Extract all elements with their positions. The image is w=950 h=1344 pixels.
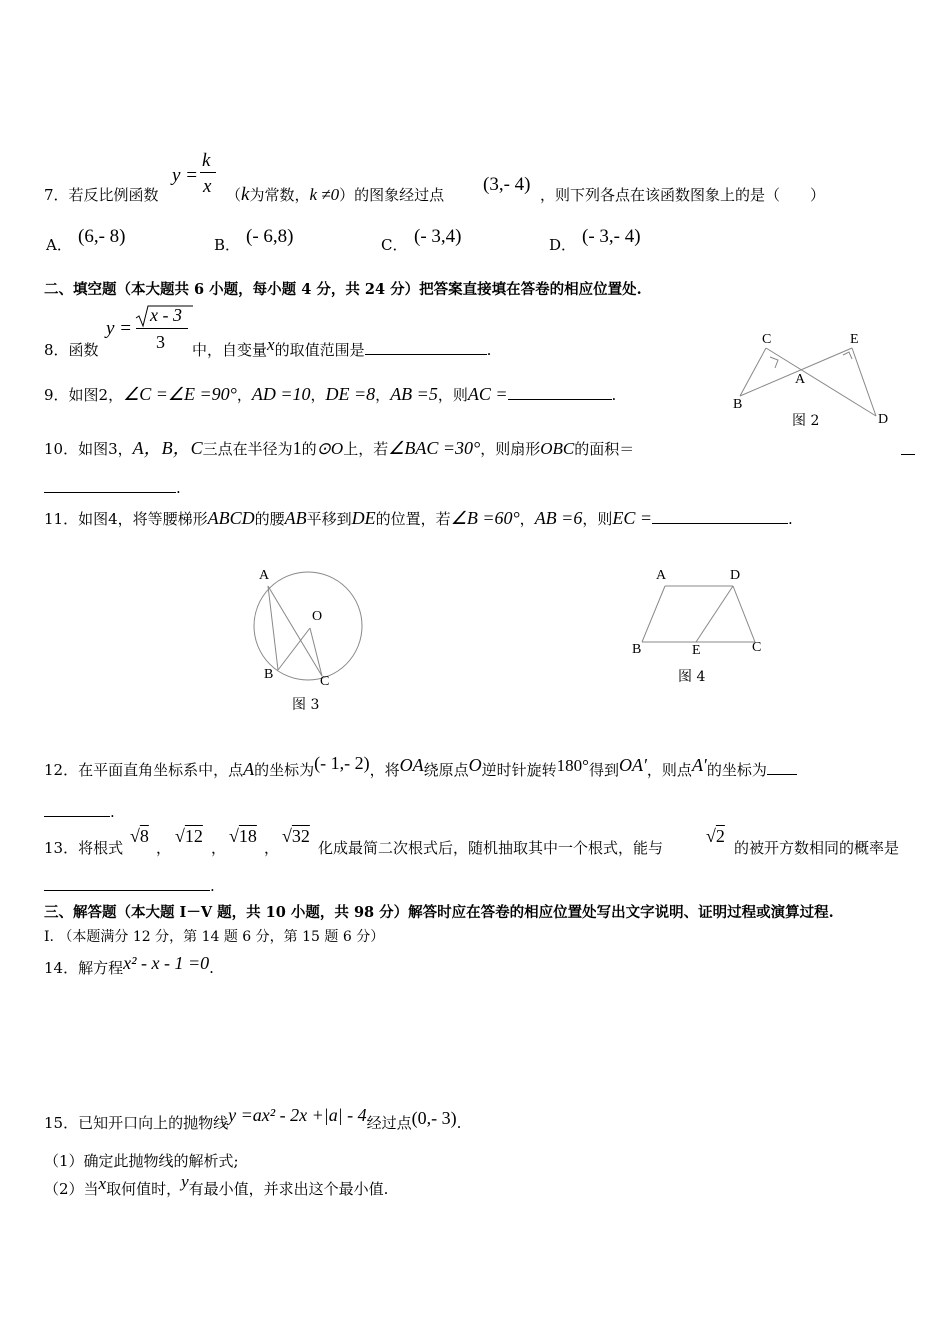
option-label: D．: [549, 236, 577, 254]
q10-circle-o: ⊙O: [316, 439, 344, 458]
q10-end: .: [176, 479, 181, 497]
q12-oa-prime: OA′: [618, 755, 647, 775]
q13-radicand: 32: [291, 826, 310, 846]
q15-sub2-x: x: [98, 1174, 107, 1193]
q10-text-6: 的面积＝: [574, 440, 635, 458]
q9-comma: ，: [310, 386, 326, 404]
q9-comma: ，: [236, 386, 252, 404]
q8-frac-den: 3: [156, 332, 165, 352]
q12-angle: 180°: [556, 756, 589, 775]
q11-answer-blank[interactable]: [652, 522, 788, 524]
q12-point-a: A: [243, 759, 255, 779]
fig4-label-b: B: [632, 642, 642, 657]
q7-text-5: ，则下列各点在该函数图象上的是（ ）: [540, 186, 826, 204]
q8-line-b: [192, 335, 492, 360]
q13-sep-2: ，: [211, 839, 227, 857]
q13-line: [44, 837, 123, 858]
fig2-label-d: D: [878, 412, 889, 427]
q14-equation: x² - x - 1 =0: [123, 953, 210, 973]
q12-text-1: 在平面直角坐标系中，点: [78, 761, 244, 779]
q9-text-2: ，则: [437, 386, 468, 404]
q12-origin: O: [468, 755, 482, 775]
q7-option-d: [549, 234, 576, 255]
q12-number: 12．: [44, 761, 79, 779]
q12-text-2: 的坐标为: [254, 761, 315, 779]
q10-number: 10．: [44, 440, 79, 458]
q8-func-lhs: y =: [106, 318, 133, 339]
q14-end: .: [209, 959, 214, 977]
q14-number: 14．: [44, 959, 79, 977]
q12-line-2: [44, 803, 115, 821]
q11-abcd: ABCD: [207, 508, 255, 528]
q7-k: k: [241, 184, 250, 205]
option-label: A．: [46, 236, 72, 254]
q8-number: 8．: [44, 341, 69, 359]
q12-text-3: ，将: [369, 761, 400, 779]
q12-text-5: 逆时针旋转: [481, 761, 557, 779]
section-2-heading: 二、填空题（本大题共 6 小题，每小题 4 分，共 24 分）把答案直接填在答卷的相应位置处.: [44, 281, 642, 298]
q11-comma: ，: [519, 510, 535, 528]
q15-equation: y =ax² - 2x +|a| - 4: [228, 1105, 367, 1125]
fig3-label-a: A: [259, 568, 270, 583]
figure-4: [638, 580, 768, 650]
q15-number: 15．: [44, 1114, 79, 1132]
fig3-caption: 图 3: [292, 697, 320, 713]
q13-text-3: 的被开方数相同的概率是: [734, 839, 900, 857]
q11-text-4: 的位置，若: [375, 510, 451, 528]
q10-sector: OBC: [540, 439, 575, 458]
q13-number: 13．: [44, 839, 79, 857]
fig4-label-c: C: [752, 640, 762, 655]
option-label: C．: [381, 236, 408, 254]
q13-root-32: √32: [282, 826, 310, 846]
q8-line: [44, 339, 99, 360]
q13-end: .: [210, 877, 215, 895]
q11-ab: AB: [284, 508, 307, 528]
q10-answer-blank[interactable]: [44, 491, 176, 493]
q11-ab-value: AB =6: [534, 508, 583, 528]
q13-line-2: [44, 877, 215, 895]
q8-text-3: 的取值范围是: [274, 341, 365, 359]
q10-text-4: 上，若: [343, 440, 389, 458]
q15-sub2-text-a: （2）当: [44, 1180, 99, 1198]
q11-angle-b: ∠B =60°: [450, 508, 520, 528]
q9-line: [44, 384, 616, 405]
q7-option-a-value: (6,- 8): [78, 226, 126, 247]
q15-sub2-text-b: 取何值时，: [106, 1180, 182, 1198]
q13-root-12: √12: [175, 826, 203, 846]
q13-root-18: √18: [229, 826, 257, 846]
q10-line-2: [44, 479, 181, 497]
q13-radicand: 2: [715, 826, 725, 846]
q10-points: A，B，C: [132, 438, 203, 458]
fig2-label-a: A: [795, 372, 806, 387]
q8-answer-blank[interactable]: [365, 353, 487, 355]
q11-end: .: [788, 510, 793, 528]
q15-text-1: 已知开口向上的抛物线: [78, 1114, 229, 1132]
q9-number: 9．: [44, 386, 69, 404]
option-label: B．: [214, 236, 241, 254]
q11-de: DE: [351, 508, 376, 528]
q12-line: [44, 753, 797, 780]
q10-text-1: 如图3，: [78, 440, 133, 458]
q12-text-8: 的坐标为: [706, 761, 767, 779]
fig4-label-a: A: [656, 568, 667, 583]
q13-sep-1: ，: [156, 839, 172, 857]
q8-frac-num: x - 3: [150, 305, 182, 325]
q13-radicand: 12: [184, 826, 203, 846]
q7-option-c-value: (- 3,4): [414, 226, 462, 247]
fig2-label-c: C: [762, 332, 772, 347]
fig4-caption: 图 4: [678, 669, 706, 685]
q12-text-4: 绕原点: [423, 761, 469, 779]
fig2-caption: 图 2: [792, 413, 820, 429]
q7-number: 7．: [44, 186, 69, 204]
fig2-label-e: E: [850, 332, 859, 347]
q9-ab: AB =5: [390, 384, 438, 404]
q15-line: [44, 1105, 462, 1133]
q9-de: DE =8: [325, 384, 376, 404]
q7-option-b-value: (- 6,8): [246, 226, 294, 247]
q15-point: (0,- 3): [411, 1108, 457, 1128]
q9-ac: AC =: [467, 384, 508, 404]
q11-text-5: ，则: [582, 510, 613, 528]
q14-line: [44, 953, 214, 978]
q12-text-7: ，则点: [646, 761, 692, 779]
q9-ad: AD =10: [251, 384, 311, 404]
q10-angle: ∠BAC =30°: [388, 438, 481, 458]
q13-radicand: 18: [238, 826, 257, 846]
q11-ec: EC =: [612, 508, 652, 528]
q15-end: .: [456, 1114, 462, 1132]
q11-text-1: 如图4，将等腰梯形: [78, 510, 208, 528]
q10-text-3: 的: [301, 440, 317, 458]
q9-text-1: 如图2，: [68, 386, 124, 404]
q13-sep-3: ，: [264, 839, 280, 857]
q13-text-1: 将根式: [78, 839, 124, 857]
q10-answer-blank-start[interactable]: [901, 453, 915, 455]
q13-answer-blank[interactable]: [44, 889, 210, 891]
q7-text-4: ）的图象经过点: [339, 186, 445, 204]
fig4-label-e: E: [692, 643, 701, 658]
q7-frac-bar: [200, 172, 216, 173]
q12-oa: OA: [399, 755, 424, 775]
q10-radius: 1: [292, 438, 302, 458]
q7-option-a: [46, 234, 72, 255]
q9-comma: ，: [375, 386, 391, 404]
q7-func-lhs: y =: [172, 165, 199, 186]
q9-end: .: [611, 386, 617, 404]
section-3-heading: 三、解答题（本大题 I－V 题，共 10 小题，共 98 分）解答时应在答卷的相应位置处写出文字说明、证明过程或演算过程.: [44, 904, 834, 921]
q9-answer-blank[interactable]: [508, 398, 612, 400]
q10-line: [44, 434, 634, 460]
q14-text-1: 解方程: [78, 959, 124, 977]
q13-root-8: √8: [130, 826, 149, 846]
q7-frac-den: x: [203, 176, 212, 197]
q7-point: (3,- 4): [483, 174, 531, 195]
part-1-heading: I. （本题满分 12 分，第 14 题 6 分，第 15 题 6 分）: [44, 929, 385, 945]
q12-answer-blank[interactable]: [44, 815, 110, 817]
q12-text-6: 得到: [588, 761, 619, 779]
q7-text-3: 为常数，: [249, 186, 310, 204]
q7-option-b: [214, 234, 240, 255]
q12-answer-blank-start[interactable]: [767, 773, 797, 775]
q9-angle: ∠C =∠E =90°: [123, 384, 237, 404]
q15-sub2-y: y: [181, 1172, 189, 1191]
q8-text-2: 中，自变量: [192, 341, 268, 359]
q10-text-5: ，则扇形: [480, 440, 541, 458]
q12-end: .: [110, 803, 115, 821]
q11-number: 11．: [44, 510, 79, 528]
q7-text-2: （: [226, 186, 242, 204]
fig2-label-b: B: [733, 397, 743, 412]
q13-text-2: 化成最简二次根式后，随机抽取其中一个根式，能与: [318, 839, 664, 857]
q13-radicand: 8: [139, 826, 149, 846]
q8-x: x: [267, 335, 275, 354]
q8-end: .: [486, 341, 492, 359]
q12-a-prime: A′: [691, 755, 707, 775]
q7-line: [44, 184, 159, 205]
q7-option-d-value: (- 3,- 4): [582, 226, 641, 247]
q15-text-2: 经过点: [366, 1114, 412, 1132]
q13-root-2: √2: [706, 826, 725, 846]
q7-option-c: [381, 234, 407, 255]
q7-line-b: [226, 184, 444, 206]
q11-text-2: 的腰: [254, 510, 285, 528]
q15-sub-2: [44, 1172, 389, 1199]
fig3-label-o: O: [312, 609, 323, 624]
fig4-label-d: D: [730, 568, 741, 583]
q8-frac-bar: [136, 328, 188, 329]
q15-sub-1: （1）确定此抛物线的解析式;: [44, 1152, 239, 1170]
q11-text-3: 平移到: [306, 510, 352, 528]
q10-text-2: 三点在半径为: [202, 440, 293, 458]
q7-k-cond: k ≠0: [309, 185, 340, 204]
fig3-label-c: C: [320, 674, 330, 689]
fig3-label-b: B: [264, 667, 274, 682]
q7-text-1: 若反比例函数: [68, 186, 159, 204]
q15-sub2-text-c: 有最小值，并求出这个最小值.: [188, 1180, 389, 1198]
q7-frac-num: k: [202, 150, 211, 171]
q8-text-1: 函数: [68, 341, 99, 359]
q11-line: [44, 508, 793, 529]
q12-coord: (- 1,- 2): [314, 753, 370, 773]
